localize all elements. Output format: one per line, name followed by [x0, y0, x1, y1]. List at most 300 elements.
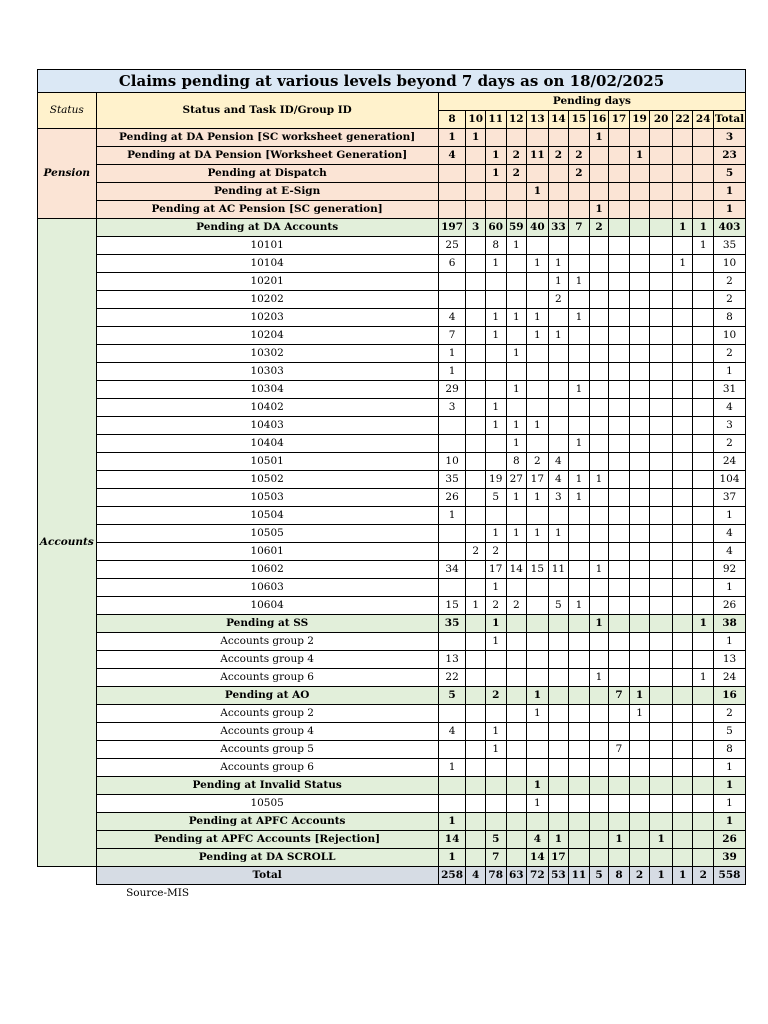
- day-count: 1: [629, 705, 650, 723]
- row-label: Accounts group 4: [96, 723, 438, 741]
- day-count: [589, 759, 609, 777]
- table-row: [38, 129, 746, 147]
- row-total: 10: [714, 327, 746, 345]
- row-total: 3: [714, 417, 746, 435]
- day-count: [569, 651, 590, 669]
- day-count: [693, 651, 714, 669]
- row-total: 92: [714, 561, 746, 579]
- day-count: [569, 201, 590, 219]
- row-label: Accounts group 2: [96, 705, 438, 723]
- day-count: [629, 129, 650, 147]
- day-count: [609, 561, 630, 579]
- day-count: 34: [438, 561, 466, 579]
- day-count: [693, 687, 714, 705]
- day-count: [650, 687, 673, 705]
- day-count: 10: [438, 453, 466, 471]
- table-row: [38, 759, 746, 777]
- day-count: 1: [589, 561, 609, 579]
- pending-days-header: Pending days: [438, 93, 745, 111]
- day-count: [548, 813, 569, 831]
- day-count: 1: [569, 309, 590, 327]
- row-label: Pending at E-Sign: [96, 183, 438, 201]
- day-count: 1: [629, 687, 650, 705]
- day-count: 1: [548, 255, 569, 273]
- day-count: [527, 381, 549, 399]
- day-count: 1: [506, 237, 527, 255]
- row-total: 31: [714, 381, 746, 399]
- row-total: 37: [714, 489, 746, 507]
- day-count: [438, 435, 466, 453]
- day-count: [589, 327, 609, 345]
- day-count: [506, 723, 527, 741]
- table-row: [38, 309, 746, 327]
- day-count: [438, 579, 466, 597]
- day-count: [650, 471, 673, 489]
- day-count: [629, 507, 650, 525]
- row-total: 10: [714, 255, 746, 273]
- row-label: 10504: [96, 507, 438, 525]
- day-count: [485, 453, 506, 471]
- day-count: 1: [527, 795, 549, 813]
- day-count: 1: [629, 147, 650, 165]
- day-count: [569, 291, 590, 309]
- day-count: [629, 399, 650, 417]
- day-header: 10: [466, 111, 486, 129]
- day-count: [466, 525, 486, 543]
- day-count: 1: [506, 309, 527, 327]
- day-count: [569, 669, 590, 687]
- day-count: [650, 741, 673, 759]
- day-count: [650, 345, 673, 363]
- day-count: [506, 795, 527, 813]
- row-total: 1: [714, 507, 746, 525]
- row-label: 10501: [96, 453, 438, 471]
- day-count: [506, 399, 527, 417]
- table-row: [38, 453, 746, 471]
- row-total: 39: [714, 849, 746, 867]
- day-count: [589, 579, 609, 597]
- day-count: [589, 255, 609, 273]
- day-count: 1: [485, 579, 506, 597]
- day-count: [650, 219, 673, 237]
- day-count: 1: [485, 741, 506, 759]
- day-count: [629, 255, 650, 273]
- day-count: [650, 543, 673, 561]
- day-count: 40: [527, 219, 549, 237]
- day-count: [672, 183, 693, 201]
- day-count: 33: [548, 219, 569, 237]
- day-count: [589, 723, 609, 741]
- day-count: [650, 579, 673, 597]
- day-count: [609, 777, 630, 795]
- day-count: [672, 165, 693, 183]
- day-count: [609, 471, 630, 489]
- day-count: [548, 363, 569, 381]
- day-count: [569, 255, 590, 273]
- row-total: 1: [714, 813, 746, 831]
- day-count: 1: [672, 255, 693, 273]
- day-count: 1: [485, 255, 506, 273]
- day-header: 11: [485, 111, 506, 129]
- day-count: 1: [548, 525, 569, 543]
- table-row: [38, 291, 746, 309]
- day-count: [650, 399, 673, 417]
- day-count: [589, 435, 609, 453]
- day-count: [693, 327, 714, 345]
- day-count: [693, 777, 714, 795]
- day-count: [466, 633, 486, 651]
- day-count: 1: [527, 687, 549, 705]
- day-count: [650, 597, 673, 615]
- day-count: [629, 633, 650, 651]
- day-count: [485, 705, 506, 723]
- day-count: [609, 237, 630, 255]
- status-header: Status: [38, 93, 97, 129]
- day-count: [589, 489, 609, 507]
- day-count: [466, 309, 486, 327]
- table-row: [38, 507, 746, 525]
- day-count: [609, 507, 630, 525]
- day-count: [569, 759, 590, 777]
- day-count: [485, 777, 506, 795]
- day-count: [485, 669, 506, 687]
- day-count: [506, 543, 527, 561]
- day-count: [650, 705, 673, 723]
- day-count: [672, 687, 693, 705]
- day-count: [609, 399, 630, 417]
- day-count: [650, 615, 673, 633]
- day-count: 4: [438, 723, 466, 741]
- day-count: [527, 273, 549, 291]
- day-count: [609, 147, 630, 165]
- day-count: [506, 633, 527, 651]
- day-count: [438, 525, 466, 543]
- row-total: 2: [714, 273, 746, 291]
- day-count: 4: [438, 309, 466, 327]
- day-count: [672, 435, 693, 453]
- row-total: 2: [714, 291, 746, 309]
- day-count: [629, 273, 650, 291]
- row-total: 1: [714, 777, 746, 795]
- day-count: [506, 651, 527, 669]
- row-total: 403: [714, 219, 746, 237]
- day-count: [569, 579, 590, 597]
- day-count: [650, 633, 673, 651]
- day-count: [693, 489, 714, 507]
- day-count: 1: [650, 831, 673, 849]
- day-count: [527, 543, 549, 561]
- day-count: 1: [672, 219, 693, 237]
- day-header: Total: [714, 111, 746, 129]
- day-count: [466, 579, 486, 597]
- day-count: [629, 183, 650, 201]
- day-count: [548, 687, 569, 705]
- day-count: [629, 489, 650, 507]
- day-count: [650, 129, 673, 147]
- day-count: [548, 795, 569, 813]
- day-count: [589, 345, 609, 363]
- table-row: [38, 633, 746, 651]
- day-count: 1: [693, 237, 714, 255]
- day-count: [629, 309, 650, 327]
- day-count: [527, 237, 549, 255]
- day-count: [466, 849, 486, 867]
- day-count: [548, 651, 569, 669]
- day-count: [650, 363, 673, 381]
- day-count: 22: [438, 669, 466, 687]
- day-count: [569, 561, 590, 579]
- row-total: 2: [714, 435, 746, 453]
- day-count: [693, 597, 714, 615]
- day-count: [629, 723, 650, 741]
- row-total: 24: [714, 669, 746, 687]
- day-count: [693, 561, 714, 579]
- day-count: [629, 291, 650, 309]
- day-count: [693, 543, 714, 561]
- day-count: [506, 759, 527, 777]
- day-count: [589, 417, 609, 435]
- table-row: [38, 363, 746, 381]
- day-count: [569, 453, 590, 471]
- row-label: Pending at DA Pension [Worksheet Generation]: [96, 147, 438, 165]
- day-count: 2: [506, 597, 527, 615]
- day-header: 19: [629, 111, 650, 129]
- day-count: [569, 237, 590, 255]
- day-count: [485, 651, 506, 669]
- blank-cell: [38, 867, 97, 885]
- day-count: [629, 525, 650, 543]
- row-label: 10604: [96, 597, 438, 615]
- day-count: [693, 201, 714, 219]
- day-count: [693, 525, 714, 543]
- day-count: 1: [438, 759, 466, 777]
- row-label: Pending at Invalid Status: [96, 777, 438, 795]
- day-count: [609, 255, 630, 273]
- day-count: [438, 795, 466, 813]
- row-label: 10101: [96, 237, 438, 255]
- day-count: [609, 327, 630, 345]
- day-count: [609, 597, 630, 615]
- row-label: Pending at AO: [96, 687, 438, 705]
- day-count: [693, 129, 714, 147]
- day-count: [438, 633, 466, 651]
- day-count: [466, 759, 486, 777]
- table-row: [38, 813, 746, 831]
- day-count: [609, 813, 630, 831]
- day-count: [609, 219, 630, 237]
- day-count: [438, 417, 466, 435]
- row-total: 1: [714, 579, 746, 597]
- day-count: [609, 165, 630, 183]
- day-count: [485, 363, 506, 381]
- table-row: [38, 597, 746, 615]
- day-count: 1: [569, 597, 590, 615]
- day-count: [672, 597, 693, 615]
- day-count: [650, 183, 673, 201]
- day-count: 4: [548, 471, 569, 489]
- day-count: [609, 615, 630, 633]
- day-count: [629, 453, 650, 471]
- day-count: [693, 741, 714, 759]
- day-count: [548, 399, 569, 417]
- day-count: [485, 291, 506, 309]
- day-count: 2: [485, 687, 506, 705]
- day-count: [589, 237, 609, 255]
- day-count: [609, 525, 630, 543]
- day-header: 16: [589, 111, 609, 129]
- day-count: [629, 831, 650, 849]
- day-count: 1: [609, 831, 630, 849]
- day-count: [672, 543, 693, 561]
- table-row: [38, 237, 746, 255]
- day-count: [506, 327, 527, 345]
- day-count: 1: [569, 489, 590, 507]
- day-count: 1: [506, 525, 527, 543]
- day-count: 1: [485, 417, 506, 435]
- status-group-cell: Accounts: [38, 219, 97, 867]
- table-row: [38, 687, 746, 705]
- row-label: Pending at DA Accounts: [96, 219, 438, 237]
- day-count: [650, 309, 673, 327]
- day-count: 5: [548, 597, 569, 615]
- day-count: [466, 345, 486, 363]
- day-count: [693, 849, 714, 867]
- day-count: [506, 579, 527, 597]
- day-count: [506, 129, 527, 147]
- day-count: [485, 183, 506, 201]
- day-count: [650, 651, 673, 669]
- day-count: 1: [527, 705, 549, 723]
- day-count: [466, 237, 486, 255]
- day-count: [693, 435, 714, 453]
- day-count: [650, 201, 673, 219]
- day-count: [527, 399, 549, 417]
- day-count: 2: [506, 165, 527, 183]
- day-count: [693, 255, 714, 273]
- total-cell: 258: [438, 867, 466, 885]
- day-count: [527, 291, 549, 309]
- day-count: [672, 651, 693, 669]
- day-count: [548, 543, 569, 561]
- day-count: [609, 291, 630, 309]
- day-count: 60: [485, 219, 506, 237]
- day-count: [589, 453, 609, 471]
- day-count: 5: [485, 489, 506, 507]
- day-count: [629, 165, 650, 183]
- day-count: [693, 291, 714, 309]
- claims-pending-table: [37, 69, 746, 902]
- day-count: 14: [438, 831, 466, 849]
- day-count: 7: [485, 849, 506, 867]
- day-count: [629, 327, 650, 345]
- day-count: [466, 399, 486, 417]
- day-count: 29: [438, 381, 466, 399]
- row-label: 10202: [96, 291, 438, 309]
- day-count: [609, 705, 630, 723]
- day-count: [650, 669, 673, 687]
- day-count: 1: [569, 381, 590, 399]
- day-count: [589, 543, 609, 561]
- day-count: 3: [438, 399, 466, 417]
- day-count: 1: [548, 327, 569, 345]
- day-count: 1: [485, 309, 506, 327]
- day-count: [548, 417, 569, 435]
- day-count: [438, 201, 466, 219]
- day-count: [506, 777, 527, 795]
- day-count: [589, 633, 609, 651]
- day-count: [548, 777, 569, 795]
- day-count: [609, 363, 630, 381]
- day-count: [506, 201, 527, 219]
- day-count: [589, 147, 609, 165]
- day-count: [693, 183, 714, 201]
- day-count: [527, 165, 549, 183]
- day-count: [672, 813, 693, 831]
- day-count: 4: [438, 147, 466, 165]
- day-count: [589, 165, 609, 183]
- row-total: 8: [714, 741, 746, 759]
- row-label: Accounts group 6: [96, 759, 438, 777]
- day-count: [650, 417, 673, 435]
- day-count: [548, 237, 569, 255]
- row-label: 10304: [96, 381, 438, 399]
- table-row: [38, 489, 746, 507]
- day-count: 59: [506, 219, 527, 237]
- row-label: Pending at DA SCROLL: [96, 849, 438, 867]
- day-count: [438, 183, 466, 201]
- row-label: Accounts group 5: [96, 741, 438, 759]
- day-count: 5: [438, 687, 466, 705]
- row-total: 26: [714, 597, 746, 615]
- row-label: 10203: [96, 309, 438, 327]
- day-count: 3: [548, 489, 569, 507]
- source-note: Source-MIS: [96, 885, 745, 903]
- day-count: [548, 507, 569, 525]
- row-total: 38: [714, 615, 746, 633]
- day-count: [589, 741, 609, 759]
- day-count: 1: [527, 777, 549, 795]
- total-cell: 53: [548, 867, 569, 885]
- table-row: [38, 525, 746, 543]
- total-cell: 5: [589, 867, 609, 885]
- day-count: [438, 291, 466, 309]
- day-count: 35: [438, 615, 466, 633]
- day-count: 1: [485, 165, 506, 183]
- day-count: 11: [527, 147, 549, 165]
- day-count: [466, 561, 486, 579]
- day-count: [672, 327, 693, 345]
- day-count: [693, 471, 714, 489]
- row-total: 1: [714, 633, 746, 651]
- row-total: 1: [714, 795, 746, 813]
- day-count: [438, 165, 466, 183]
- day-count: 7: [609, 741, 630, 759]
- row-label: Pending at SS: [96, 615, 438, 633]
- day-count: 2: [506, 147, 527, 165]
- day-count: [650, 165, 673, 183]
- day-count: [609, 381, 630, 399]
- row-total: 24: [714, 453, 746, 471]
- day-count: 6: [438, 255, 466, 273]
- day-count: [609, 309, 630, 327]
- day-count: [569, 525, 590, 543]
- row-label: Pending at APFC Accounts [Rejection]: [96, 831, 438, 849]
- day-count: [466, 435, 486, 453]
- day-count: 17: [548, 849, 569, 867]
- day-count: [629, 201, 650, 219]
- row-label: 10505: [96, 525, 438, 543]
- day-count: 1: [485, 399, 506, 417]
